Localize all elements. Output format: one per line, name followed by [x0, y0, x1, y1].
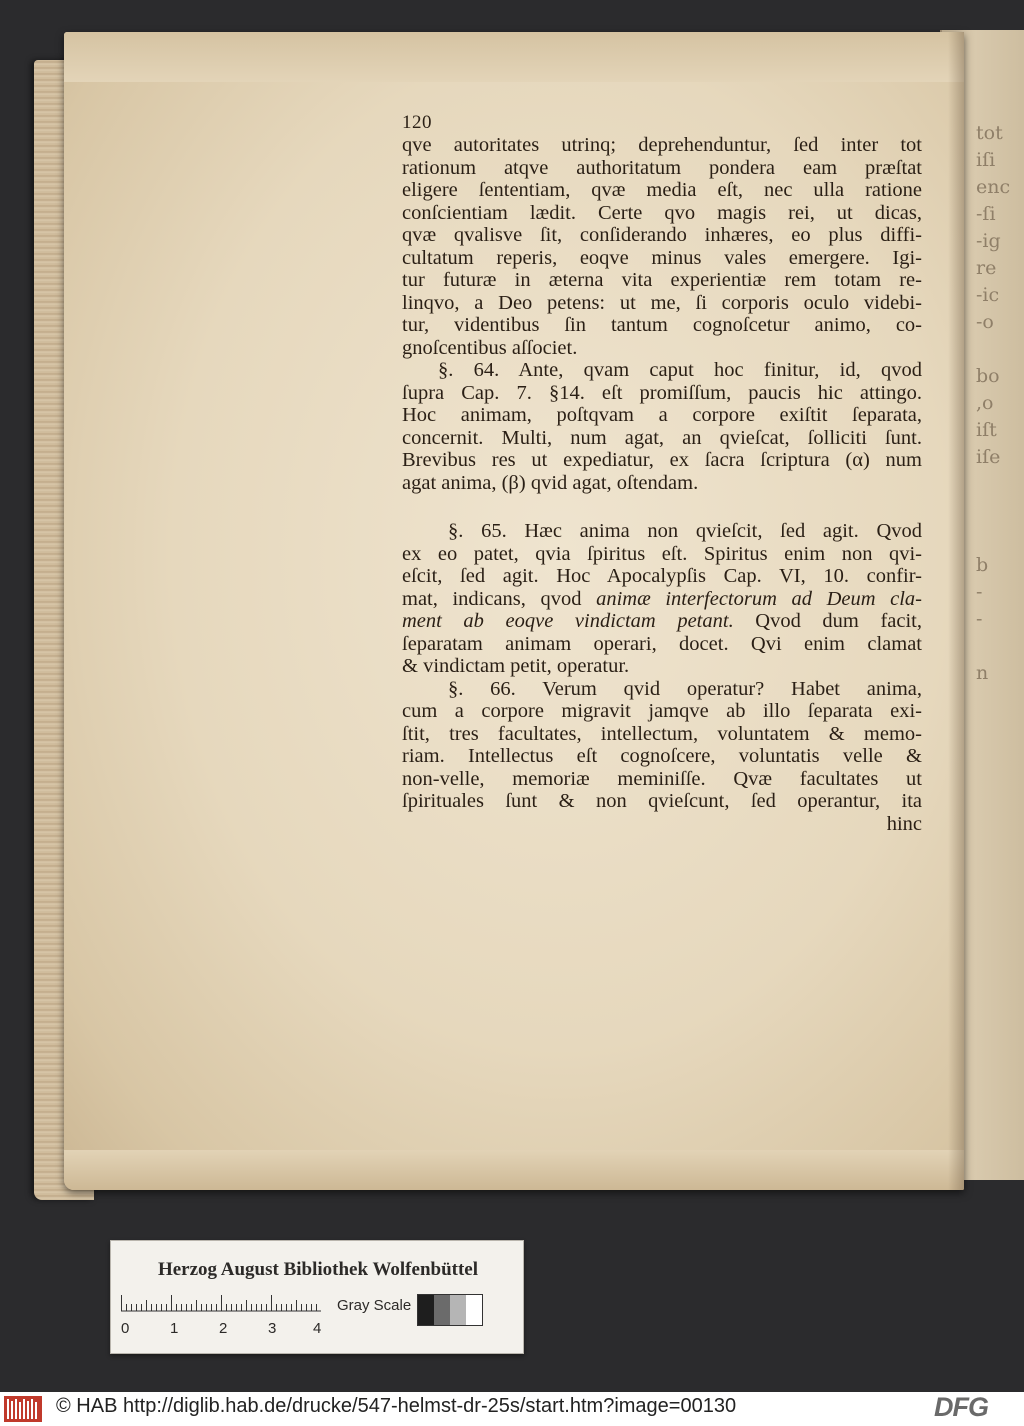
facing-page-bleed-text: tot iſi enc -ſi -ig re -ic -o bo ,o iſt iſe b - - n: [976, 122, 1011, 684]
text-line: riam. Intellectus eſt cognoſcere, voluntatis velle &: [402, 745, 922, 767]
text-line: non-velle, memoriæ meminiſſe. Qvæ facultates ut: [402, 767, 922, 790]
text-line: ment ab eoqve vindictam petant. Qvod dum facit,: [402, 610, 922, 632]
ruler-scale: [121, 1293, 321, 1335]
paragraph-65: [402, 520, 922, 678]
text-line: ex eo patet, qvia ſpiritus eſt. Spiritus enim non qvi-: [402, 542, 922, 565]
dfg-logo: DFG: [934, 1392, 988, 1422]
library-name: Herzog August Bibliothek Wolfenbüttel: [157, 1259, 479, 1280]
footer-bar: [0, 1392, 1024, 1426]
text-line: tur futuræ in æterna vita experientiæ rem totam re-: [402, 269, 922, 291]
text-line: §. 64. Ante, qvam caput hoc finitur, id, qvod: [438, 359, 922, 381]
text-line: eſcit, ſed agit. Hoc Apocalypſis Cap. VI, 10. confir-: [402, 565, 922, 587]
printed-text-block: [402, 112, 922, 835]
text-line: cum a corpore migravit jamqve ab illo ſeparata exi-: [402, 700, 922, 722]
text-line: qve autoritates utrinq; deprehenduntur, ſed inter tot: [402, 134, 922, 156]
text-line: ſupra Cap. 7. §14. eſt promiſſum, paucis hic attingo.: [402, 381, 922, 404]
ruler-number: 3: [268, 1320, 277, 1335]
page-number: 120: [402, 112, 432, 133]
paragraph-1: [402, 134, 922, 359]
text-line: Hoc animam, poſtqvam a corpore exiſtit ſeparata,: [402, 404, 922, 426]
ruler-number: 2: [219, 1320, 228, 1335]
text-line: gnoſcentibus aſſociet.: [402, 336, 578, 359]
page-gutter-shadow: [948, 32, 964, 1190]
ruler-number: 1: [170, 1320, 179, 1335]
text-line: ſeparatam animam operari, docet. Qvi enim clamat: [402, 632, 922, 655]
text-line: mat, indicans, qvod animæ interfectorum ad Deum cla-: [402, 587, 922, 610]
text-line: ſpirituales ſunt & non qvieſcunt, ſed operantur, ita: [402, 790, 922, 812]
gray-scale-swatches: [417, 1294, 483, 1326]
gray-swatch: [434, 1295, 450, 1325]
text-line: concernit. Multi, num agat, an qvieſcat, ſolliciti ſunt.: [402, 426, 922, 449]
paragraph-gap: [402, 494, 922, 520]
paragraph-64: [402, 359, 922, 494]
gray-swatch: [418, 1295, 434, 1325]
ruler-number: 0: [121, 1320, 130, 1335]
text-line: qvæ qvalisve ſit, conſiderando inhæres, eo plus diffi-: [402, 224, 922, 246]
text-line: & vindictam petit, operatur.: [402, 655, 630, 677]
catchword: hinc: [886, 812, 922, 835]
text-line: Brevibus res ut expediatur, ex ſacra ſcriptura (α) num: [402, 449, 922, 471]
gray-scale-label: Gray Scale: [337, 1297, 412, 1314]
text-line: cultatum reperis, eoqve minus vales emergere. Igi-: [402, 246, 922, 269]
text-line: eligere ſententiam, qvæ media eſt, nec ulla ratione: [402, 179, 922, 201]
text-line: §. 65. Hæc anima non qvieſcit, ſed agit. Qvod: [448, 520, 922, 542]
copyright-url-text: © HAB http://diglib.hab.de/drucke/547-helmst-dr-25s/start.htm?image=00130: [56, 1395, 737, 1417]
gray-swatch: [450, 1295, 466, 1325]
text-line: ſtit, tres facultates, intellectum, voluntatem & memo-: [402, 722, 922, 745]
text-line: tur, videntibus ſin tantum cognoſcetur animo, co-: [402, 314, 922, 336]
color-calibration-bar: [110, 1240, 524, 1354]
text-line: rationum atqve authoritatum pondera eam præſtat: [402, 156, 922, 179]
text-line: linqvo, a Deo petens: ut me, ſi corporis oculo videbi-: [402, 291, 922, 314]
ruler-number: 4: [313, 1320, 321, 1335]
page-bottom-discoloration: [64, 1150, 964, 1190]
barcode-stripes-icon: [4, 1396, 42, 1422]
page-top-discoloration: [64, 32, 964, 82]
gray-swatch: [466, 1295, 482, 1325]
text-line: conſcientiam lædit. Certe qvo magis rei, ut dicas,: [402, 201, 922, 224]
text-line: §. 66. Verum qvid operatur? Habet anima,: [448, 677, 922, 700]
text-line: agat anima, (β) qvid agat, oſtendam.: [402, 471, 699, 494]
paragraph-66: [402, 678, 922, 813]
